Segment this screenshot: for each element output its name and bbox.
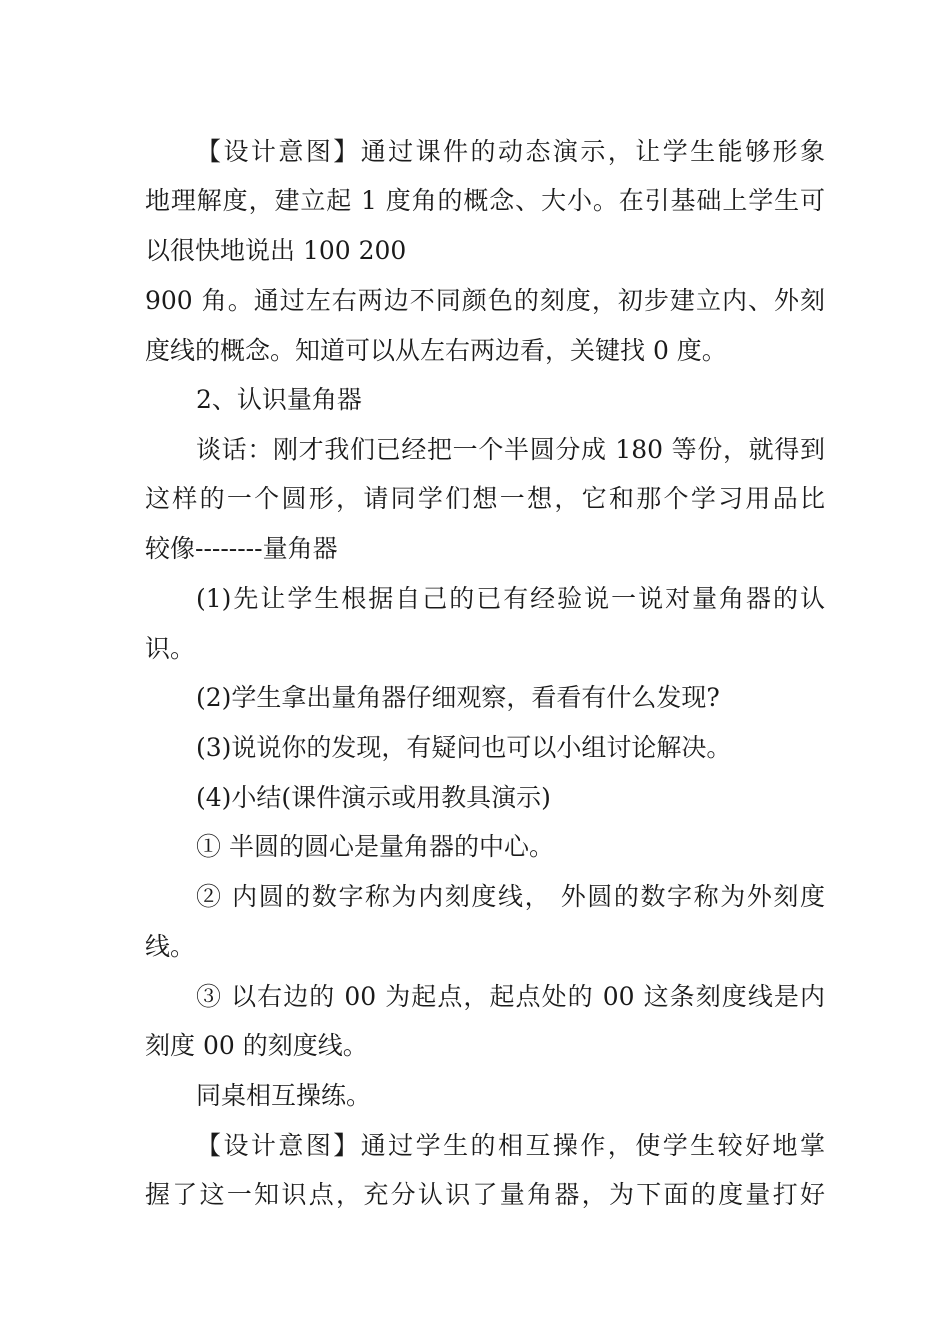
paragraph-line: 度线的概念。知道可以从左右两边看，关键找 0 度。 [145, 336, 727, 365]
paragraph-line: 【设计意图】通过学生的相互操作，使学生较好地掌 [196, 1131, 825, 1160]
paragraph-line: 同桌相互操练。 [196, 1081, 372, 1110]
list-item: ② 内圆的数字称为内刻度线， 外圆的数字称为外刻度 [196, 882, 825, 911]
list-item: (3)说说你的发现，有疑问也可以小组讨论解决。 [196, 733, 732, 762]
list-item: (2)学生拿出量角器仔细观察，看看有什么发现? [196, 683, 720, 712]
list-item: ③ 以右边的 00 为起点，起点处的 00 这条刻度线是内 [196, 982, 825, 1011]
list-item-continuation: 识。 [145, 634, 196, 663]
paragraph-line: 地理解度，建立起 1 度角的概念、大小。在引基础上学生可 [145, 186, 825, 215]
paragraph-line: 握了这一知识点，充分认识了量角器，为下面的度量打好 [145, 1180, 825, 1209]
list-item: ① 半圆的圆心是量角器的中心。 [196, 832, 554, 861]
paragraph-line: 以很快地说出 100 200 [145, 236, 407, 265]
paragraph-line: 较像--------量角器 [145, 534, 338, 563]
paragraph-line: 谈话：刚才我们已经把一个半圆分成 180 等份，就得到 [196, 435, 825, 464]
list-item-continuation: 线。 [145, 932, 196, 961]
list-item-continuation: 刻度 00 的刻度线。 [145, 1031, 368, 1060]
paragraph-line: 900 角。通过左右两边不同颜色的刻度，初步建立内、外刻 [145, 286, 825, 315]
paragraph-line: 【设计意图】通过课件的动态演示，让学生能够形象 [196, 137, 825, 166]
list-item: (1)先让学生根据自己的已有经验说一说对量角器的认 [196, 584, 825, 613]
list-item: (4)小结(课件演示或用教具演示) [196, 783, 551, 812]
paragraph-line: 这样的一个圆形，请同学们想一想，它和那个学习用品比 [145, 484, 825, 513]
section-heading: 2、认识量角器 [196, 385, 362, 414]
